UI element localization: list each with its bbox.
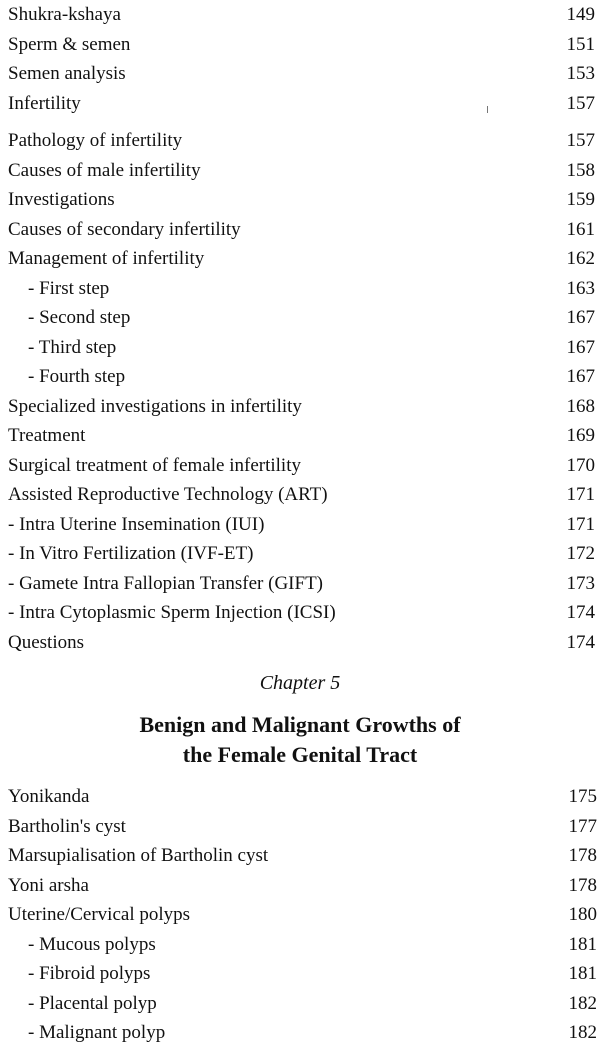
- toc-entry-page: 180: [568, 904, 597, 925]
- toc-entry: [8, 510, 600, 540]
- toc-entry: [8, 59, 600, 89]
- toc-entry: [8, 569, 600, 599]
- toc-entry-title: Treatment: [8, 425, 86, 446]
- toc-entry-page: 181: [568, 933, 597, 955]
- toc-entry: [8, 156, 600, 186]
- chapter-title: [0, 710, 600, 770]
- toc-entry-title: Infertility: [8, 92, 81, 114]
- toc-entry-page: 158: [566, 159, 595, 181]
- toc-entry-page: 161: [566, 218, 595, 240]
- toc-entry: [8, 451, 600, 481]
- toc-entry-title: - In Vitro Fertilization (IVF-ET): [8, 543, 254, 564]
- toc-entry-page: 167: [566, 336, 595, 358]
- toc-entry-title: - Second step: [28, 307, 131, 328]
- toc-entry: [8, 959, 600, 989]
- toc-entry-page: 170: [566, 454, 595, 476]
- toc-entry-page: 149: [566, 4, 595, 25]
- toc-entry-page: 168: [566, 395, 595, 417]
- toc-entry-title: Assisted Reproductive Technology (ART): [8, 484, 328, 505]
- toc-entry-title: Management of infertility: [8, 248, 205, 269]
- toc-entry: [8, 1018, 600, 1048]
- chapter-title-line-1: Benign and Malignant Growths of: [139, 712, 461, 737]
- toc-gap: [8, 118, 600, 126]
- toc-entry-title: Investigations: [8, 189, 115, 210]
- toc-entry: [8, 30, 600, 60]
- toc-entry-title: - Gamete Intra Fallopian Transfer (GIFT): [8, 572, 324, 594]
- toc-entry-title: - Mucous polyps: [28, 933, 156, 955]
- toc-entry-title: Surgical treatment of female infertility: [8, 454, 301, 476]
- toc-entry: [8, 989, 600, 1019]
- toc-entry-title: - Fourth step: [28, 366, 126, 387]
- toc-entry: [8, 0, 600, 30]
- toc-entry: [8, 480, 600, 510]
- toc-entry: [8, 598, 600, 628]
- toc-section-growths: [8, 782, 600, 1048]
- toc-entry-page: 151: [566, 33, 595, 55]
- toc-section-infertility: [8, 0, 600, 657]
- toc-entry-page: 174: [566, 631, 595, 653]
- toc-entry-title: Pathology of infertility: [8, 130, 183, 151]
- toc-entry-page: 177: [568, 815, 597, 837]
- chapter-label: Chapter 5: [259, 672, 341, 694]
- toc-entry: [8, 930, 600, 960]
- toc-entry: [8, 628, 600, 658]
- toc-entry-page: 171: [566, 484, 595, 505]
- toc-entry-page: 178: [568, 874, 597, 896]
- toc-entry-page: 169: [566, 425, 595, 446]
- toc-entry-page: 171: [566, 513, 595, 535]
- toc-entry: [8, 392, 600, 422]
- toc-entry-page: 182: [568, 1022, 597, 1043]
- toc-entry-page: 174: [566, 602, 595, 623]
- toc-entry-title: Semen analysis: [8, 63, 126, 84]
- toc-entry-title: Causes of male infertility: [8, 159, 201, 181]
- toc-entry-title: - Intra Cytoplasmic Sperm Injection (ICSI): [8, 602, 336, 623]
- toc-entry-title: Shukra-kshaya: [8, 4, 121, 25]
- toc-entry-page: 173: [566, 572, 595, 594]
- toc-entry-title: - First step: [28, 277, 110, 299]
- toc-entry-page: 167: [566, 307, 595, 328]
- toc-entry: [8, 539, 600, 569]
- toc-entry-title: - Third step: [28, 336, 117, 358]
- toc-entry-page: 157: [566, 92, 595, 114]
- toc-entry: [8, 782, 600, 812]
- toc-entry-title: - Intra Uterine Insemination (IUI): [8, 513, 265, 535]
- toc-entry-title: Yonikanda: [8, 786, 90, 807]
- toc-entry-page: 181: [568, 963, 597, 984]
- toc-entry: [8, 244, 600, 274]
- toc-entry: [8, 871, 600, 901]
- toc-entry-title: Yoni arsha: [8, 874, 89, 896]
- toc-entry-title: - Fibroid polyps: [28, 963, 151, 984]
- toc-entry-page: 153: [566, 63, 595, 84]
- toc-entry-title: Sperm & semen: [8, 33, 131, 55]
- toc-entry-page: 163: [566, 277, 595, 299]
- toc-entry-title: Marsupialisation of Bartholin cyst: [8, 845, 269, 866]
- chapter-title-line-2: the Female Genital Tract: [182, 742, 418, 767]
- toc-entry-title: Specialized investigations in infertility: [8, 395, 302, 417]
- toc-entry-title: - Malignant polyp: [28, 1022, 166, 1043]
- toc-entry: [8, 900, 600, 930]
- toc-entry-title: Bartholin's cyst: [8, 815, 126, 837]
- toc-entry-page: 167: [566, 366, 595, 387]
- toc-entry: [8, 126, 600, 156]
- toc-entry-title: Questions: [8, 631, 84, 653]
- toc-entry-page: 182: [568, 992, 597, 1014]
- toc-entry-title: Causes of secondary infertility: [8, 218, 241, 240]
- toc-entry: [8, 185, 600, 215]
- toc-entry: [8, 89, 600, 119]
- toc-entry: [8, 274, 600, 304]
- toc-entry: [8, 303, 600, 333]
- toc-entry-title: Uterine/Cervical polyps: [8, 904, 191, 925]
- toc-entry-page: 178: [568, 845, 597, 866]
- toc-entry-page: 157: [566, 130, 595, 151]
- toc-entry: [8, 812, 600, 842]
- toc-entry: [8, 841, 600, 871]
- toc-entry-page: 172: [566, 543, 595, 564]
- toc-entry-page: 162: [566, 248, 595, 269]
- toc-entry: [8, 362, 600, 392]
- toc-entry: [8, 333, 600, 363]
- toc-entry-page: 175: [568, 786, 597, 807]
- toc-entry-title: - Placental polyp: [28, 992, 157, 1014]
- toc-entry: [8, 215, 600, 245]
- toc-entry-page: 159: [566, 189, 595, 210]
- toc-entry: [8, 421, 600, 451]
